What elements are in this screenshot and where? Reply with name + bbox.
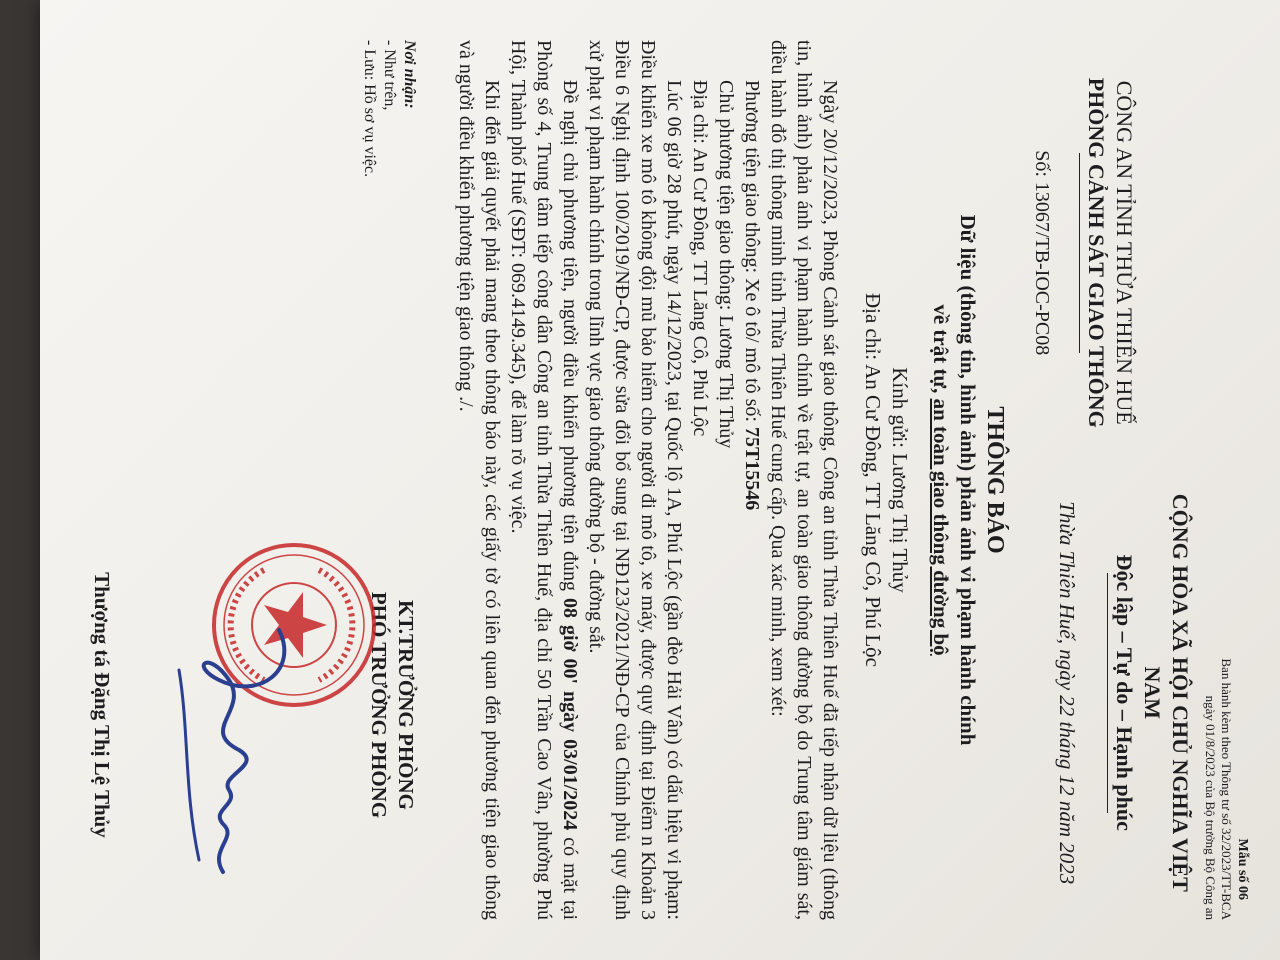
body-vehicle: [739, 40, 765, 920]
vehicle-label: Phương tiện giao thông: Xe ô tô/ mô tô số:: [741, 80, 763, 427]
footer-block: [89, 40, 419, 920]
document-paper: [40, 0, 1280, 960]
body-owner: Chủ phương tiện giao thông: Lương Thị Thủy: [715, 80, 737, 449]
official-notice: [40, 0, 1280, 960]
notice-subtitle-2: [927, 40, 954, 920]
subtitle-part-a: về trật tự,: [929, 304, 953, 399]
body-instructions: Khi đến giải quyết phải mang theo thông báo này, các giấy tờ có liên quan đến phương tiện giao thông và người điều khiển phương tiện giao thông ./.: [455, 40, 503, 920]
agency-name: CÔNG AN TỈNH THỪA THIÊN HUẾ: [1112, 80, 1137, 425]
addressee-address: Địa chỉ: An Cư Đông, TT Lăng Cô, Phú Lộc: [861, 292, 885, 667]
department-name: PHÒNG CẢNH SÁT GIAO THÔNG: [1084, 77, 1109, 428]
national-header-block: [1030, 466, 1250, 921]
body-paragraph-1: Ngày 20/12/2023, Phòng Cảnh sát giao thông, Công an tỉnh Thừa Thiên Huế đã tiếp nhận dữ liệu (thông tin, hình ảnh) phản ánh vi phạm hành chính về trật tự, an toàn giao thông đường bộ do Trung tâm giám sát, điều hành đô thị thông minh tỉnh Thừa Thiên Huế cung cấp. Qua xác minh, xem xét:: [767, 40, 841, 920]
form-number: Mẫu số 06: [1235, 838, 1250, 900]
signer-name: Thượng tá Đặng Thị Lệ Thủy: [90, 572, 114, 838]
issuing-agency-block: [1030, 40, 1138, 466]
body-owner-address: Địa chỉ: An Cư Đông, TT Lăng Cô, Phú Lộc: [689, 80, 711, 437]
document-header: [1030, 40, 1250, 920]
notice-body: [453, 40, 843, 920]
notice-subtitle-1: Dữ liệu (thông tin, hình ảnh) phản ánh vi phạm hành chính: [956, 214, 980, 746]
motto-underline: [1107, 573, 1108, 813]
agency-underline: [1079, 153, 1080, 353]
form-note-1: Ban hành kèm theo Thông tư số 32/2023/TT-BCA: [1219, 658, 1234, 920]
body-violation: Lúc 06 giờ 28 phút, ngày 14/12/2023, tại Quốc lộ 1A, Phú Lộc (gần đèo Hải Vân) có dấu hiệu vi phạm: Điều khiển xe mô tô không đội mũ bảo hiểm cho người đi mô tô, xe máy, được quy định tại Điểm n Khoản 3 Điều 6 Nghị định 100/2019/NĐ-CP, được sửa đổi bổ sung tại NĐ123/2021/NĐ-CP của Chính phủ quy định xử phạt vi phạm hành chính trong lĩnh vực giao thông đường bộ - đường sắt.: [585, 40, 685, 920]
summons-text-b: có mặt tại Phòng số 4, Trung tâm tiếp công dân Công an tỉnh Thừa Thiên Huế, địa chỉ 50 Trần Cao Vân, phường Phú Hội, Thành phố Huế (SĐT: 069.4149.345), để làm rõ vụ việc.: [507, 40, 581, 921]
nation-name: CỘNG HÒA XÃ HỘI CHỦ NGHĨA VIỆT NAM: [1140, 493, 1193, 892]
form-note-2: ngày 01/8/2023 của Bộ trưởng Bộ Công an: [1203, 695, 1218, 920]
issue-date: Thừa Thiên Huế, ngày 22 tháng 12 năm 2023: [1055, 501, 1079, 885]
recipient-item: - Như trên,: [381, 40, 398, 111]
document-number: Số: 13067/TB-IOC-PC08: [1031, 150, 1053, 356]
national-motto: Độc lập – Tự do – Hạnh phúc: [1112, 554, 1137, 831]
addressee-to: Kính gửi: Lương Thị Thủy: [888, 367, 912, 593]
signer-title-1: KT.TRƯỞNG PHÒNG: [394, 600, 418, 810]
handwritten-signature-icon: [139, 610, 319, 890]
body-summons: [505, 40, 583, 920]
summons-text-a: Đề nghị chủ phương tiện, người điều khiển phương tiện đúng: [559, 80, 581, 598]
signer-title-2: PHÓ TRƯỞNG PHÒNG: [367, 591, 391, 819]
recipient-item: - Lưu: Hồ sơ vụ việc.: [361, 40, 378, 178]
subtitle-part-b: an toàn giao thông đường bộ: [929, 398, 953, 656]
recipients-heading: Nơi nhận:: [401, 40, 418, 109]
license-plate: 75T15546: [741, 426, 763, 511]
signature-block: [89, 490, 419, 920]
summons-time: 08 giờ 00' ngày 03/01/2024: [559, 597, 581, 831]
recipients-block: [89, 40, 419, 340]
notice-title: THÔNG BÁO: [982, 406, 1008, 554]
